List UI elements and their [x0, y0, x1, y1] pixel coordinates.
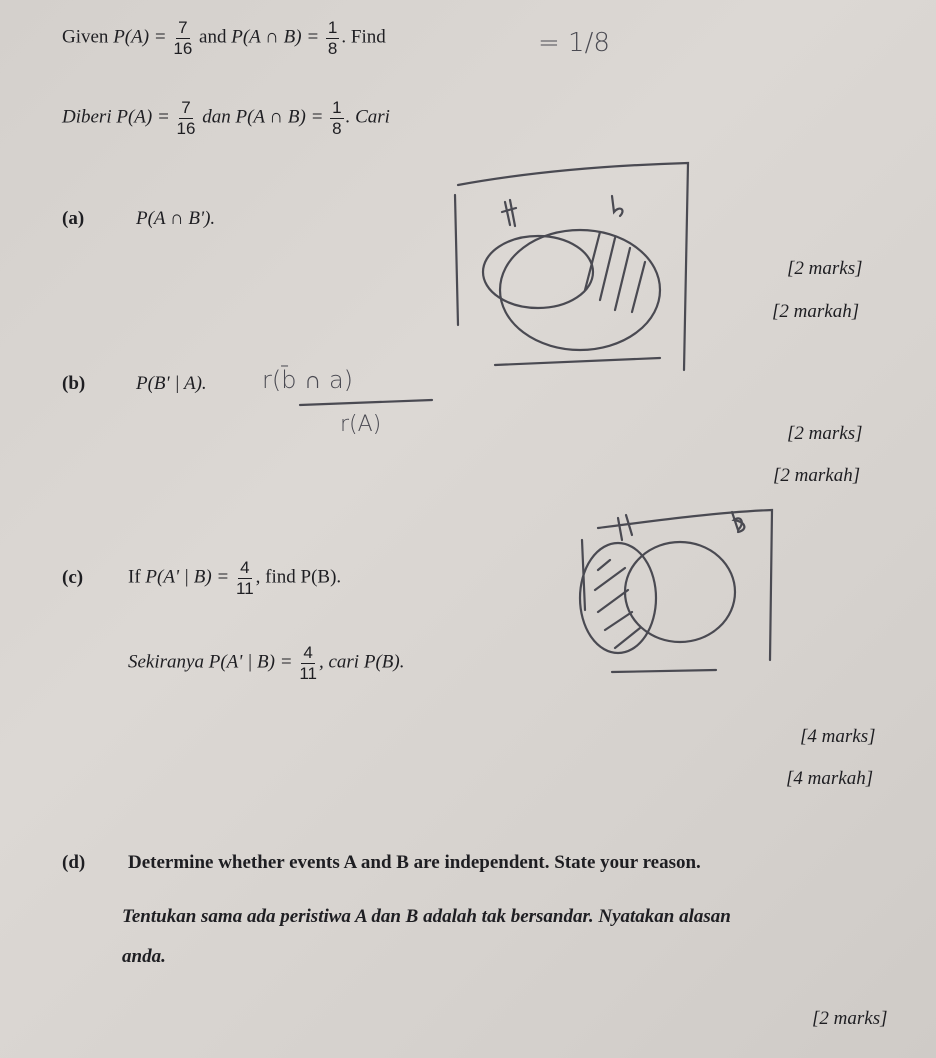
num: 1	[332, 98, 342, 117]
text: Given	[62, 26, 109, 48]
part-b-fraction-line	[300, 400, 432, 405]
text: , cari P(B).	[318, 651, 405, 673]
fraction	[177, 98, 196, 138]
expr: P(A ∩ B) =	[235, 106, 324, 128]
part-c-malay	[128, 643, 404, 683]
fraction	[330, 98, 343, 138]
text: If	[128, 566, 141, 588]
given-english	[62, 18, 386, 58]
venn-diagram-1	[455, 163, 688, 370]
expr: P(A' | B) =	[145, 566, 230, 588]
expr: P(A' | B) =	[208, 651, 293, 673]
text: and	[199, 26, 227, 48]
text: , find P(B).	[255, 566, 342, 588]
part-a-marks-ms: [2 markah]	[772, 301, 860, 322]
given-malay	[62, 98, 390, 138]
fraction	[326, 18, 339, 58]
num: 7	[178, 18, 188, 37]
text: Sekiranya	[128, 651, 204, 673]
fraction	[299, 643, 317, 683]
expr: P(A) =	[113, 26, 167, 48]
part-b-marks-en: [2 marks]	[787, 423, 863, 444]
part-c-english	[128, 558, 341, 598]
text: dan	[202, 106, 231, 128]
part-c-marks-ms: [4 markah]	[786, 768, 874, 789]
num: 4	[303, 643, 313, 662]
expr: P(A ∩ B) =	[231, 26, 320, 48]
num: 1	[327, 18, 338, 37]
part-a-expr: P(A ∩ B').	[136, 208, 216, 229]
part-b-label: (b)	[62, 373, 86, 394]
den: 11	[299, 663, 317, 683]
part-d-malay-2: anda.	[122, 946, 166, 967]
part-b-marks-ms: [2 markah]	[773, 465, 861, 486]
part-a-marks-en: [2 marks]	[787, 258, 863, 279]
venn-diagram-2	[580, 510, 772, 672]
num: 4	[240, 558, 250, 577]
den: 11	[236, 578, 254, 598]
text: . Find	[341, 26, 386, 48]
part-b-expr: P(B' | A).	[136, 373, 207, 394]
num: 7	[181, 98, 191, 117]
part-b-working-numerator: r(b̄ ∩ a)	[262, 366, 354, 394]
den: 16	[173, 38, 193, 58]
top-answer-handwriting: = 1/8	[538, 28, 610, 58]
expr: P(A) =	[116, 106, 170, 128]
den: 8	[327, 38, 338, 58]
part-d-malay-1: Tentukan sama ada peristiwa A dan B adalah tak bersandar. Nyatakan alasan	[122, 906, 731, 927]
den: 8	[332, 118, 342, 138]
part-d-english: Determine whether events A and B are independent. State your reason.	[128, 852, 701, 873]
part-a-label: (a)	[62, 208, 85, 229]
text: . Cari	[345, 106, 390, 128]
part-c-label: (c)	[62, 567, 84, 588]
den: 16	[176, 118, 196, 138]
part-c-marks-en: [4 marks]	[800, 726, 876, 747]
fraction	[173, 18, 192, 58]
part-b-working-denominator: r(A)	[340, 412, 382, 437]
part-d-label: (d)	[62, 852, 86, 873]
part-d-marks-en: [2 marks]	[812, 1008, 888, 1029]
fraction	[236, 558, 254, 598]
text: Diberi	[62, 106, 112, 128]
